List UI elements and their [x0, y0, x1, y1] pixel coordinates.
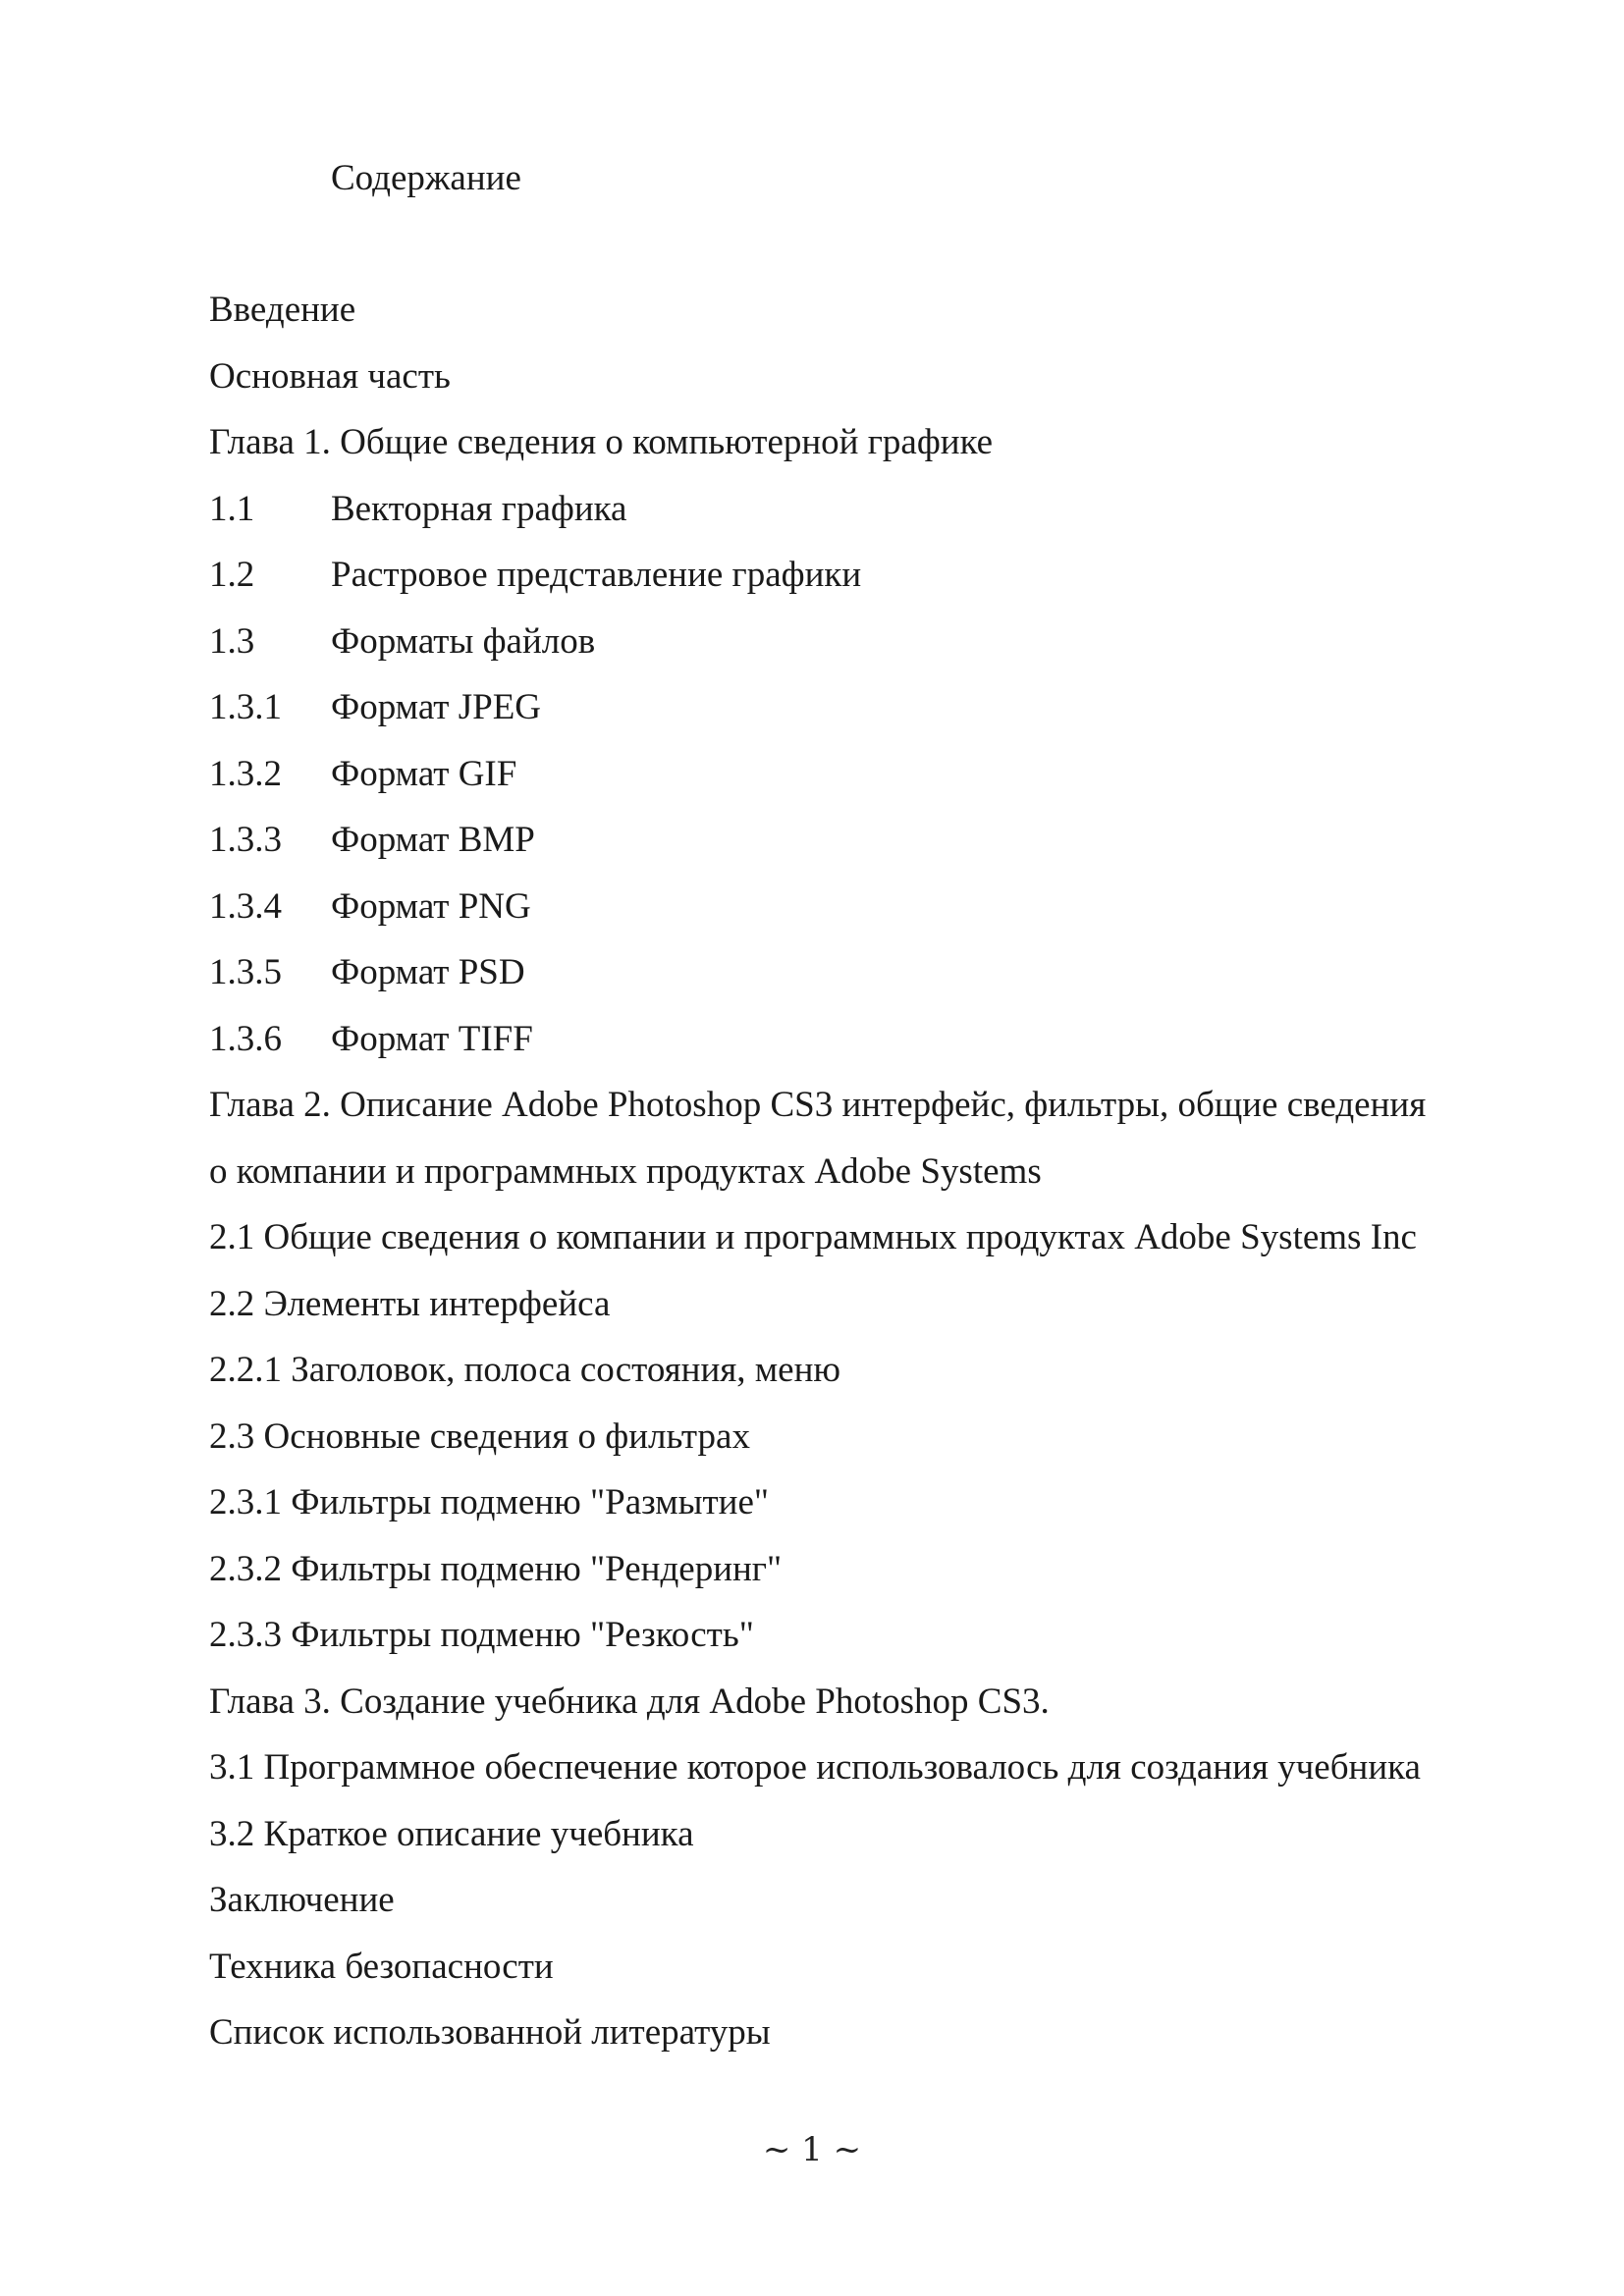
toc-entry-text: Заключение [209, 1880, 395, 1920]
toc-entry-number: 1.3.6 [209, 1018, 282, 1059]
toc-entry-text: Формат PSD [331, 952, 525, 992]
toc-entry [209, 951, 1544, 1018]
toc-entry-number: 1.2 [209, 555, 255, 595]
toc-entry [209, 1548, 1544, 1615]
toc-entry [209, 753, 1544, 820]
toc-entry-text: Форматы файлов [331, 620, 596, 662]
toc-entry [209, 686, 1544, 753]
toc-entry [209, 1946, 1544, 2012]
toc-entry-text: 2.3.3 Фильтры подменю "Резкость" [209, 1615, 754, 1655]
toc-entry-text: Формат TIFF [331, 1018, 533, 1059]
toc-entry [209, 355, 1544, 422]
page-number: ~ 1 ~ [762, 2130, 862, 2169]
toc-entry [209, 2011, 1544, 2078]
toc-entry [209, 1746, 1544, 1813]
toc-entry-text: Глава 2. Описание Adobe Photoshop CS3 интерфейс, фильтры, общие сведения [209, 1085, 1427, 1125]
toc-entry-text: Формат JPEG [331, 687, 542, 727]
toc-entry-number: 1.3.3 [209, 820, 282, 860]
toc-entry-number: 1.3.1 [209, 687, 282, 727]
toc-entry-text: Основная часть [209, 355, 451, 397]
toc-entry [209, 1813, 1544, 1880]
toc-entry-number: 1.1 [209, 488, 255, 529]
toc-entry-text: 3.1 Программное обеспечение которое использовалось для создания учебника [209, 1747, 1421, 1788]
toc-entry-text: 2.1 Общие сведения о компании и программных продуктах Adobe Systems Inc [209, 1217, 1417, 1257]
toc-entry [209, 1150, 1544, 1217]
toc-entry-text: о компании и программных продуктах Adobe Systems [209, 1150, 1042, 1192]
toc-entry-text: Глава 3. Создание учебника для Adobe Photoshop CS3. [209, 1681, 1050, 1722]
toc-entry-number: 1.3.2 [209, 753, 282, 794]
toc-entry-text: Растровое представление графики [331, 555, 862, 595]
toc-entry [209, 488, 1544, 555]
toc-entry [209, 1084, 1544, 1150]
toc-entry-text: 3.2 Краткое описание учебника [209, 1813, 694, 1854]
toc-entry-number: 1.3.4 [209, 885, 282, 927]
toc-entry [209, 620, 1544, 687]
toc-entry [209, 1216, 1544, 1283]
toc-entry-text: Введение [209, 290, 356, 330]
toc-entry [209, 819, 1544, 885]
toc-entry-text: Векторная графика [331, 488, 627, 529]
toc-entry [209, 885, 1544, 952]
toc-entry [209, 1481, 1544, 1548]
toc-entry [209, 554, 1544, 620]
toc-entry-text: Техника безопасности [209, 1946, 554, 1987]
toc-entry-number: 1.3 [209, 620, 255, 662]
toc-entry [209, 1018, 1544, 1085]
toc-entry-text: Список использованной литературы [209, 2012, 771, 2053]
toc-heading: Содержание [331, 158, 521, 198]
toc-entry-text: 2.3.2 Фильтры подменю "Рендеринг" [209, 1548, 783, 1589]
toc-entry-text: Формат PNG [331, 885, 531, 927]
table-of-contents [209, 289, 1544, 2078]
toc-entry-text: 2.3 Основные сведения о фильтрах [209, 1415, 750, 1457]
toc-entry [209, 1614, 1544, 1681]
toc-entry-text: Формат GIF [331, 753, 517, 794]
toc-entry-text: 2.2.1 Заголовок, полоса состояния, меню [209, 1350, 841, 1390]
toc-entry-text: Формат BMP [331, 820, 535, 860]
toc-entry [209, 1681, 1544, 1747]
toc-entry [209, 1349, 1544, 1415]
toc-entry-text: 2.3.1 Фильтры подменю "Размытие" [209, 1482, 769, 1522]
toc-entry [209, 1879, 1544, 1946]
toc-entry [209, 421, 1544, 488]
toc-entry [209, 1415, 1544, 1482]
toc-entry-text: Глава 1. Общие сведения о компьютерной графике [209, 422, 994, 462]
toc-entry-number: 1.3.5 [209, 952, 282, 992]
toc-entry [209, 289, 1544, 355]
toc-entry-text: 2.2 Элементы интерфейса [209, 1283, 611, 1324]
toc-entry [209, 1283, 1544, 1350]
